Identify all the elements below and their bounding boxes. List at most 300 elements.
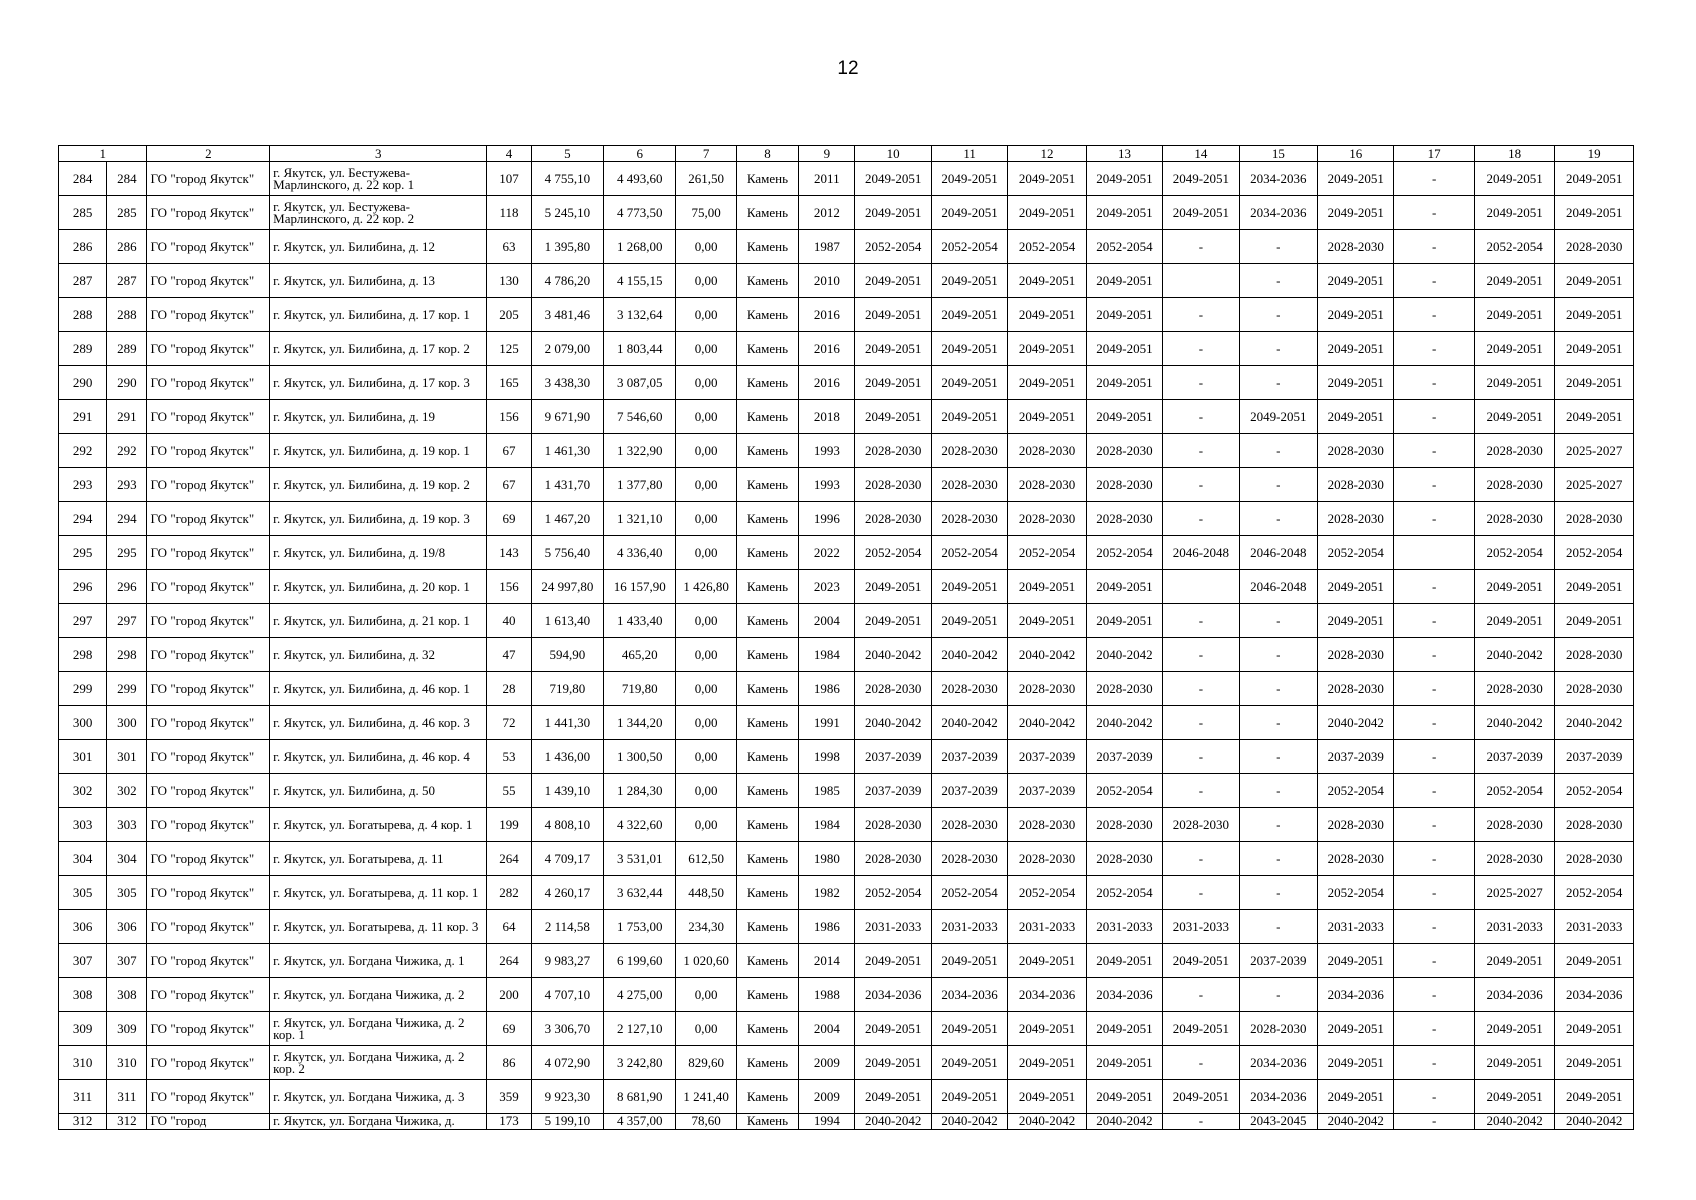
row-number-cell: 290 — [59, 366, 107, 400]
total-area-cell: 4 260,17 — [531, 876, 603, 910]
work-period-cell: 2028-2030 — [1474, 842, 1554, 876]
item-number-cell: 304 — [107, 842, 147, 876]
work-period-cell: 2052-2054 — [1474, 774, 1554, 808]
wall-material-cell: Камень — [736, 502, 798, 536]
work-period-cell: 2052-2054 — [1086, 230, 1162, 264]
row-number-cell: 288 — [59, 298, 107, 332]
column-header: 15 — [1239, 146, 1317, 162]
wall-material-cell: Камень — [736, 740, 798, 774]
residents-cell: 199 — [487, 808, 531, 842]
work-period-cell: 2028-2030 — [1474, 468, 1554, 502]
work-period-cell: - — [1239, 910, 1317, 944]
nonresidential-area-cell: 0,00 — [676, 978, 736, 1012]
residential-area-cell: 1 753,00 — [604, 910, 676, 944]
work-period-cell: 2028-2030 — [931, 434, 1007, 468]
work-period-cell: - — [1394, 910, 1474, 944]
work-period-cell: 2052-2054 — [1474, 536, 1554, 570]
residential-area-cell: 3 132,64 — [604, 298, 676, 332]
wall-material-cell: Камень — [736, 366, 798, 400]
residential-area-cell: 2 127,10 — [604, 1012, 676, 1046]
work-period-cell: 2049-2051 — [931, 944, 1007, 978]
residents-cell: 200 — [487, 978, 531, 1012]
work-period-cell: 2028-2030 — [1318, 434, 1394, 468]
address-cell: г. Якутск, ул. Билибина, д. 17 кор. 2 — [270, 332, 487, 366]
table-row — [59, 638, 1634, 672]
work-period-cell: 2049-2051 — [1474, 264, 1554, 298]
work-period-cell — [1163, 264, 1239, 298]
work-period-cell: 2052-2054 — [931, 536, 1007, 570]
work-period-cell: 2052-2054 — [1555, 536, 1634, 570]
row-number-cell: 284 — [59, 162, 107, 196]
residential-area-cell: 4 322,60 — [604, 808, 676, 842]
total-area-cell: 1 613,40 — [531, 604, 603, 638]
construction-year-cell: 2009 — [799, 1046, 855, 1080]
work-period-cell: 2040-2042 — [1086, 638, 1162, 672]
residents-cell: 67 — [487, 434, 531, 468]
work-period-cell: - — [1239, 366, 1317, 400]
work-period-cell: 2028-2030 — [1318, 468, 1394, 502]
work-period-cell: 2034-2036 — [1239, 162, 1317, 196]
residents-cell: 118 — [487, 196, 531, 230]
item-number-cell: 306 — [107, 910, 147, 944]
item-number-cell: 284 — [107, 162, 147, 196]
residential-area-cell: 465,20 — [604, 638, 676, 672]
work-period-cell: - — [1394, 740, 1474, 774]
nonresidential-area-cell: 0,00 — [676, 298, 736, 332]
work-period-cell: 2052-2054 — [1555, 774, 1634, 808]
municipality-cell: ГО "город Якутск" — [147, 978, 270, 1012]
table-row — [59, 1012, 1634, 1046]
page-number: 12 — [837, 58, 859, 79]
municipality-cell: ГО "город Якутск" — [147, 536, 270, 570]
work-period-cell: 2049-2051 — [1318, 1080, 1394, 1114]
work-period-cell: 2049-2051 — [855, 1080, 931, 1114]
work-period-cell: 2052-2054 — [1086, 536, 1162, 570]
work-period-cell: 2037-2039 — [931, 774, 1007, 808]
construction-year-cell: 2011 — [799, 162, 855, 196]
row-number-cell: 309 — [59, 1012, 107, 1046]
nonresidential-area-cell: 0,00 — [676, 434, 736, 468]
work-period-cell: 2028-2030 — [931, 502, 1007, 536]
work-period-cell: 2028-2030 — [1555, 842, 1634, 876]
nonresidential-area-cell: 0,00 — [676, 672, 736, 706]
nonresidential-area-cell: 612,50 — [676, 842, 736, 876]
work-period-cell: - — [1163, 638, 1239, 672]
item-number-cell: 308 — [107, 978, 147, 1012]
municipality-cell: ГО "город Якутск" — [147, 876, 270, 910]
construction-year-cell: 1988 — [799, 978, 855, 1012]
residential-area-cell: 6 199,60 — [604, 944, 676, 978]
work-period-cell: 2049-2051 — [1474, 400, 1554, 434]
municipality-cell: ГО "город Якутск" — [147, 196, 270, 230]
work-period-cell: 2040-2042 — [1474, 1114, 1554, 1130]
row-number-cell: 299 — [59, 672, 107, 706]
wall-material-cell: Камень — [736, 876, 798, 910]
wall-material-cell: Камень — [736, 298, 798, 332]
residential-area-cell: 1 268,00 — [604, 230, 676, 264]
item-number-cell: 296 — [107, 570, 147, 604]
total-area-cell: 1 441,30 — [531, 706, 603, 740]
work-period-cell: 2037-2039 — [1086, 740, 1162, 774]
construction-year-cell: 1987 — [799, 230, 855, 264]
work-period-cell: 2049-2051 — [931, 570, 1007, 604]
work-period-cell: - — [1239, 298, 1317, 332]
residential-area-cell: 1 803,44 — [604, 332, 676, 366]
table-row — [59, 944, 1634, 978]
work-period-cell: - — [1163, 502, 1239, 536]
column-header: 5 — [531, 146, 603, 162]
table-row — [59, 740, 1634, 774]
municipality-cell: ГО "город Якутск" — [147, 434, 270, 468]
work-period-cell: 2040-2042 — [855, 706, 931, 740]
work-period-cell: 2049-2051 — [1318, 400, 1394, 434]
total-area-cell: 1 439,10 — [531, 774, 603, 808]
wall-material-cell: Камень — [736, 264, 798, 298]
table-row — [59, 536, 1634, 570]
residential-area-cell: 3 632,44 — [604, 876, 676, 910]
residents-cell: 264 — [487, 944, 531, 978]
wall-material-cell: Камень — [736, 774, 798, 808]
work-period-cell: - — [1163, 774, 1239, 808]
work-period-cell: 2028-2030 — [1086, 434, 1162, 468]
address-cell: г. Якутск, ул. Билибина, д. 21 кор. 1 — [270, 604, 487, 638]
nonresidential-area-cell: 0,00 — [676, 468, 736, 502]
work-period-cell: - — [1394, 808, 1474, 842]
total-area-cell: 1 431,70 — [531, 468, 603, 502]
work-period-cell: - — [1239, 978, 1317, 1012]
total-area-cell: 9 671,90 — [531, 400, 603, 434]
residents-cell: 72 — [487, 706, 531, 740]
work-period-cell: 2028-2030 — [1318, 230, 1394, 264]
work-period-cell: - — [1239, 604, 1317, 638]
work-period-cell: 2028-2030 — [1008, 502, 1086, 536]
total-area-cell: 5 245,10 — [531, 196, 603, 230]
residential-area-cell: 4 493,60 — [604, 162, 676, 196]
work-period-cell: 2028-2030 — [931, 672, 1007, 706]
total-area-cell: 4 072,90 — [531, 1046, 603, 1080]
total-area-cell: 719,80 — [531, 672, 603, 706]
work-period-cell: - — [1239, 672, 1317, 706]
address-cell: г. Якутск, ул. Билибина, д. 17 кор. 1 — [270, 298, 487, 332]
work-period-cell: 2049-2051 — [1008, 1012, 1086, 1046]
work-period-cell: - — [1163, 332, 1239, 366]
work-period-cell: 2040-2042 — [1008, 706, 1086, 740]
work-period-cell: 2049-2051 — [931, 196, 1007, 230]
work-period-cell: 2034-2036 — [1008, 978, 1086, 1012]
row-number-cell: 312 — [59, 1114, 107, 1130]
work-period-cell: 2049-2051 — [1474, 366, 1554, 400]
nonresidential-area-cell: 0,00 — [676, 400, 736, 434]
construction-year-cell: 2014 — [799, 944, 855, 978]
work-period-cell: 2049-2051 — [1474, 332, 1554, 366]
row-number-cell: 294 — [59, 502, 107, 536]
work-period-cell: 2052-2054 — [855, 536, 931, 570]
total-area-cell: 4 808,10 — [531, 808, 603, 842]
work-period-cell: 2052-2054 — [855, 230, 931, 264]
item-number-cell: 285 — [107, 196, 147, 230]
municipality-cell: ГО "город Якутск" — [147, 808, 270, 842]
work-period-cell: 2052-2054 — [1008, 536, 1086, 570]
table-row — [59, 298, 1634, 332]
table-row — [59, 332, 1634, 366]
work-period-cell: - — [1394, 332, 1474, 366]
construction-year-cell: 2010 — [799, 264, 855, 298]
work-period-cell: 2040-2042 — [931, 706, 1007, 740]
work-period-cell: 2049-2051 — [1318, 366, 1394, 400]
municipality-cell: ГО "город Якутск" — [147, 264, 270, 298]
row-number-cell: 287 — [59, 264, 107, 298]
nonresidential-area-cell: 0,00 — [676, 366, 736, 400]
address-cell: г. Якутск, ул. Билибина, д. 20 кор. 1 — [270, 570, 487, 604]
address-cell: г. Якутск, ул. Билибина, д. 19 — [270, 400, 487, 434]
column-number-header-row — [59, 146, 1634, 162]
work-period-cell: 2049-2051 — [1008, 162, 1086, 196]
total-area-cell: 24 997,80 — [531, 570, 603, 604]
item-number-cell: 293 — [107, 468, 147, 502]
row-number-cell: 306 — [59, 910, 107, 944]
table-row — [59, 706, 1634, 740]
work-period-cell: 2049-2051 — [1555, 162, 1634, 196]
work-period-cell: 2028-2030 — [931, 468, 1007, 502]
address-cell: г. Якутск, ул. Билибина, д. 46 кор. 1 — [270, 672, 487, 706]
residents-cell: 359 — [487, 1080, 531, 1114]
work-period-cell: 2049-2051 — [1163, 162, 1239, 196]
work-period-cell: 2049-2051 — [1474, 944, 1554, 978]
work-period-cell: 2049-2051 — [1086, 1080, 1162, 1114]
municipality-cell: ГО "город Якутск" — [147, 604, 270, 638]
table-row — [59, 502, 1634, 536]
residential-area-cell: 3 531,01 — [604, 842, 676, 876]
total-area-cell: 4 709,17 — [531, 842, 603, 876]
construction-year-cell: 2022 — [799, 536, 855, 570]
work-period-cell: 2028-2030 — [1086, 842, 1162, 876]
work-period-cell: 2049-2051 — [855, 298, 931, 332]
column-header: 14 — [1163, 146, 1239, 162]
item-number-cell: 288 — [107, 298, 147, 332]
work-period-cell: 2028-2030 — [1555, 638, 1634, 672]
residents-cell: 130 — [487, 264, 531, 298]
work-period-cell: 2049-2051 — [1008, 264, 1086, 298]
municipality-cell: ГО "город Якутск" — [147, 332, 270, 366]
municipality-cell: ГО "город Якутск" — [147, 400, 270, 434]
work-period-cell: 2049-2051 — [931, 1012, 1007, 1046]
table-row — [59, 774, 1634, 808]
wall-material-cell: Камень — [736, 604, 798, 638]
table-row — [59, 400, 1634, 434]
residents-cell: 165 — [487, 366, 531, 400]
column-header: 4 — [487, 146, 531, 162]
nonresidential-area-cell: 78,60 — [676, 1114, 736, 1130]
work-period-cell: 2028-2030 — [1008, 808, 1086, 842]
construction-year-cell: 2016 — [799, 366, 855, 400]
work-period-cell: - — [1239, 332, 1317, 366]
work-period-cell: 2028-2030 — [855, 502, 931, 536]
column-header: 12 — [1008, 146, 1086, 162]
wall-material-cell: Камень — [736, 536, 798, 570]
work-period-cell: 2025-2027 — [1555, 434, 1634, 468]
work-period-cell: 2049-2051 — [1008, 604, 1086, 638]
nonresidential-area-cell: 1 020,60 — [676, 944, 736, 978]
table-row — [59, 468, 1634, 502]
nonresidential-area-cell: 1 426,80 — [676, 570, 736, 604]
municipality-cell: ГО "город Якутск" — [147, 468, 270, 502]
work-period-cell: 2040-2042 — [1086, 1114, 1162, 1130]
residential-area-cell: 1 300,50 — [604, 740, 676, 774]
residents-cell: 47 — [487, 638, 531, 672]
residents-cell: 63 — [487, 230, 531, 264]
row-number-cell: 295 — [59, 536, 107, 570]
work-period-cell: 2049-2051 — [1008, 366, 1086, 400]
item-number-cell: 298 — [107, 638, 147, 672]
column-header: 3 — [270, 146, 487, 162]
work-period-cell: 2049-2051 — [1318, 570, 1394, 604]
work-period-cell: 2040-2042 — [1474, 638, 1554, 672]
work-period-cell: 2049-2051 — [1086, 264, 1162, 298]
work-period-cell: 2028-2030 — [1239, 1012, 1317, 1046]
work-period-cell: - — [1394, 502, 1474, 536]
work-period-cell: 2049-2051 — [931, 1046, 1007, 1080]
table-row — [59, 876, 1634, 910]
address-cell: г. Якутск, ул. Богдана Чижика, д. 1 — [270, 944, 487, 978]
work-period-cell: 2028-2030 — [1086, 808, 1162, 842]
table-row — [59, 808, 1634, 842]
work-period-cell: 2049-2051 — [855, 570, 931, 604]
table-row — [59, 978, 1634, 1012]
work-period-cell: 2028-2030 — [1318, 672, 1394, 706]
work-period-cell: 2040-2042 — [1008, 1114, 1086, 1130]
row-number-cell: 300 — [59, 706, 107, 740]
work-period-cell: - — [1239, 706, 1317, 740]
municipality-cell: ГО "город Якутск" — [147, 162, 270, 196]
work-period-cell: 2049-2051 — [1555, 196, 1634, 230]
wall-material-cell: Камень — [736, 944, 798, 978]
wall-material-cell: Камень — [736, 1114, 798, 1130]
work-period-cell: 2049-2051 — [1239, 400, 1317, 434]
construction-year-cell: 2016 — [799, 332, 855, 366]
table-row — [59, 1080, 1634, 1114]
work-period-cell: 2028-2030 — [1555, 230, 1634, 264]
row-number-cell: 292 — [59, 434, 107, 468]
table-row — [59, 842, 1634, 876]
work-period-cell: 2028-2030 — [1008, 468, 1086, 502]
residential-area-cell: 4 275,00 — [604, 978, 676, 1012]
work-period-cell — [1163, 570, 1239, 604]
work-period-cell: 2049-2051 — [855, 162, 931, 196]
work-period-cell: - — [1163, 230, 1239, 264]
work-period-cell: 2049-2051 — [855, 196, 931, 230]
construction-year-cell: 2023 — [799, 570, 855, 604]
work-period-cell: - — [1163, 366, 1239, 400]
work-period-cell: - — [1239, 842, 1317, 876]
work-period-cell: - — [1394, 978, 1474, 1012]
work-period-cell: 2049-2051 — [1555, 1046, 1634, 1080]
work-period-cell: 2049-2051 — [1318, 264, 1394, 298]
construction-year-cell: 2012 — [799, 196, 855, 230]
residents-cell: 53 — [487, 740, 531, 774]
work-period-cell: 2031-2033 — [931, 910, 1007, 944]
table-row — [59, 1114, 1634, 1130]
table-row — [59, 196, 1634, 230]
total-area-cell: 2 114,58 — [531, 910, 603, 944]
address-cell: г. Якутск, ул. Билибина, д. 17 кор. 3 — [270, 366, 487, 400]
work-period-cell: 2040-2042 — [1086, 706, 1162, 740]
work-period-cell: 2049-2051 — [1555, 604, 1634, 638]
work-period-cell: 2052-2054 — [931, 876, 1007, 910]
total-area-cell: 1 395,80 — [531, 230, 603, 264]
work-period-cell: 2049-2051 — [1008, 298, 1086, 332]
total-area-cell: 9 983,27 — [531, 944, 603, 978]
wall-material-cell: Камень — [736, 230, 798, 264]
construction-year-cell: 2004 — [799, 1012, 855, 1046]
construction-year-cell: 1984 — [799, 808, 855, 842]
municipality-cell: ГО "город Якутск" — [147, 706, 270, 740]
construction-year-cell: 1993 — [799, 434, 855, 468]
row-number-cell: 296 — [59, 570, 107, 604]
residents-cell: 264 — [487, 842, 531, 876]
work-period-cell: - — [1239, 638, 1317, 672]
wall-material-cell: Камень — [736, 672, 798, 706]
row-number-cell: 311 — [59, 1080, 107, 1114]
work-period-cell: - — [1394, 400, 1474, 434]
work-period-cell: - — [1394, 570, 1474, 604]
total-area-cell: 4 707,10 — [531, 978, 603, 1012]
item-number-cell: 299 — [107, 672, 147, 706]
residents-cell: 282 — [487, 876, 531, 910]
work-period-cell: 2037-2039 — [1239, 944, 1317, 978]
municipality-cell: ГО "город Якутск" — [147, 910, 270, 944]
work-period-cell: 2049-2051 — [1555, 570, 1634, 604]
work-period-cell: 2052-2054 — [1008, 876, 1086, 910]
work-period-cell: 2052-2054 — [1318, 876, 1394, 910]
column-header: 13 — [1086, 146, 1162, 162]
municipality-cell: ГО "город Якутск" — [147, 672, 270, 706]
residents-cell: 55 — [487, 774, 531, 808]
row-number-cell: 285 — [59, 196, 107, 230]
work-period-cell: 2049-2051 — [855, 944, 931, 978]
residents-cell: 125 — [487, 332, 531, 366]
work-period-cell: 2049-2051 — [1086, 196, 1162, 230]
work-period-cell: 2049-2051 — [931, 332, 1007, 366]
work-period-cell: 2049-2051 — [1474, 196, 1554, 230]
work-period-cell: 2049-2051 — [855, 1046, 931, 1080]
work-period-cell: 2037-2039 — [1008, 774, 1086, 808]
work-period-cell: 2049-2051 — [1318, 298, 1394, 332]
municipality-cell: ГО "город — [147, 1114, 270, 1130]
work-period-cell: 2040-2042 — [1318, 706, 1394, 740]
construction-year-cell: 1984 — [799, 638, 855, 672]
work-period-cell: 2046-2048 — [1239, 570, 1317, 604]
work-period-cell: 2049-2051 — [1555, 944, 1634, 978]
residents-cell: 86 — [487, 1046, 531, 1080]
work-period-cell: 2052-2054 — [1086, 876, 1162, 910]
total-area-cell: 3 481,46 — [531, 298, 603, 332]
work-period-cell: 2049-2051 — [1555, 366, 1634, 400]
work-period-cell: - — [1394, 1114, 1474, 1130]
item-number-cell: 290 — [107, 366, 147, 400]
work-period-cell: 2049-2051 — [1474, 604, 1554, 638]
work-period-cell: - — [1163, 1114, 1239, 1130]
work-period-cell: 2049-2051 — [1163, 1012, 1239, 1046]
work-period-cell: 2049-2051 — [1474, 162, 1554, 196]
nonresidential-area-cell: 0,00 — [676, 502, 736, 536]
row-number-cell: 301 — [59, 740, 107, 774]
column-header: 11 — [931, 146, 1007, 162]
item-number-cell: 295 — [107, 536, 147, 570]
work-period-cell: 2049-2051 — [1086, 604, 1162, 638]
work-period-cell: 2028-2030 — [1318, 502, 1394, 536]
table-row — [59, 910, 1634, 944]
row-number-cell: 302 — [59, 774, 107, 808]
